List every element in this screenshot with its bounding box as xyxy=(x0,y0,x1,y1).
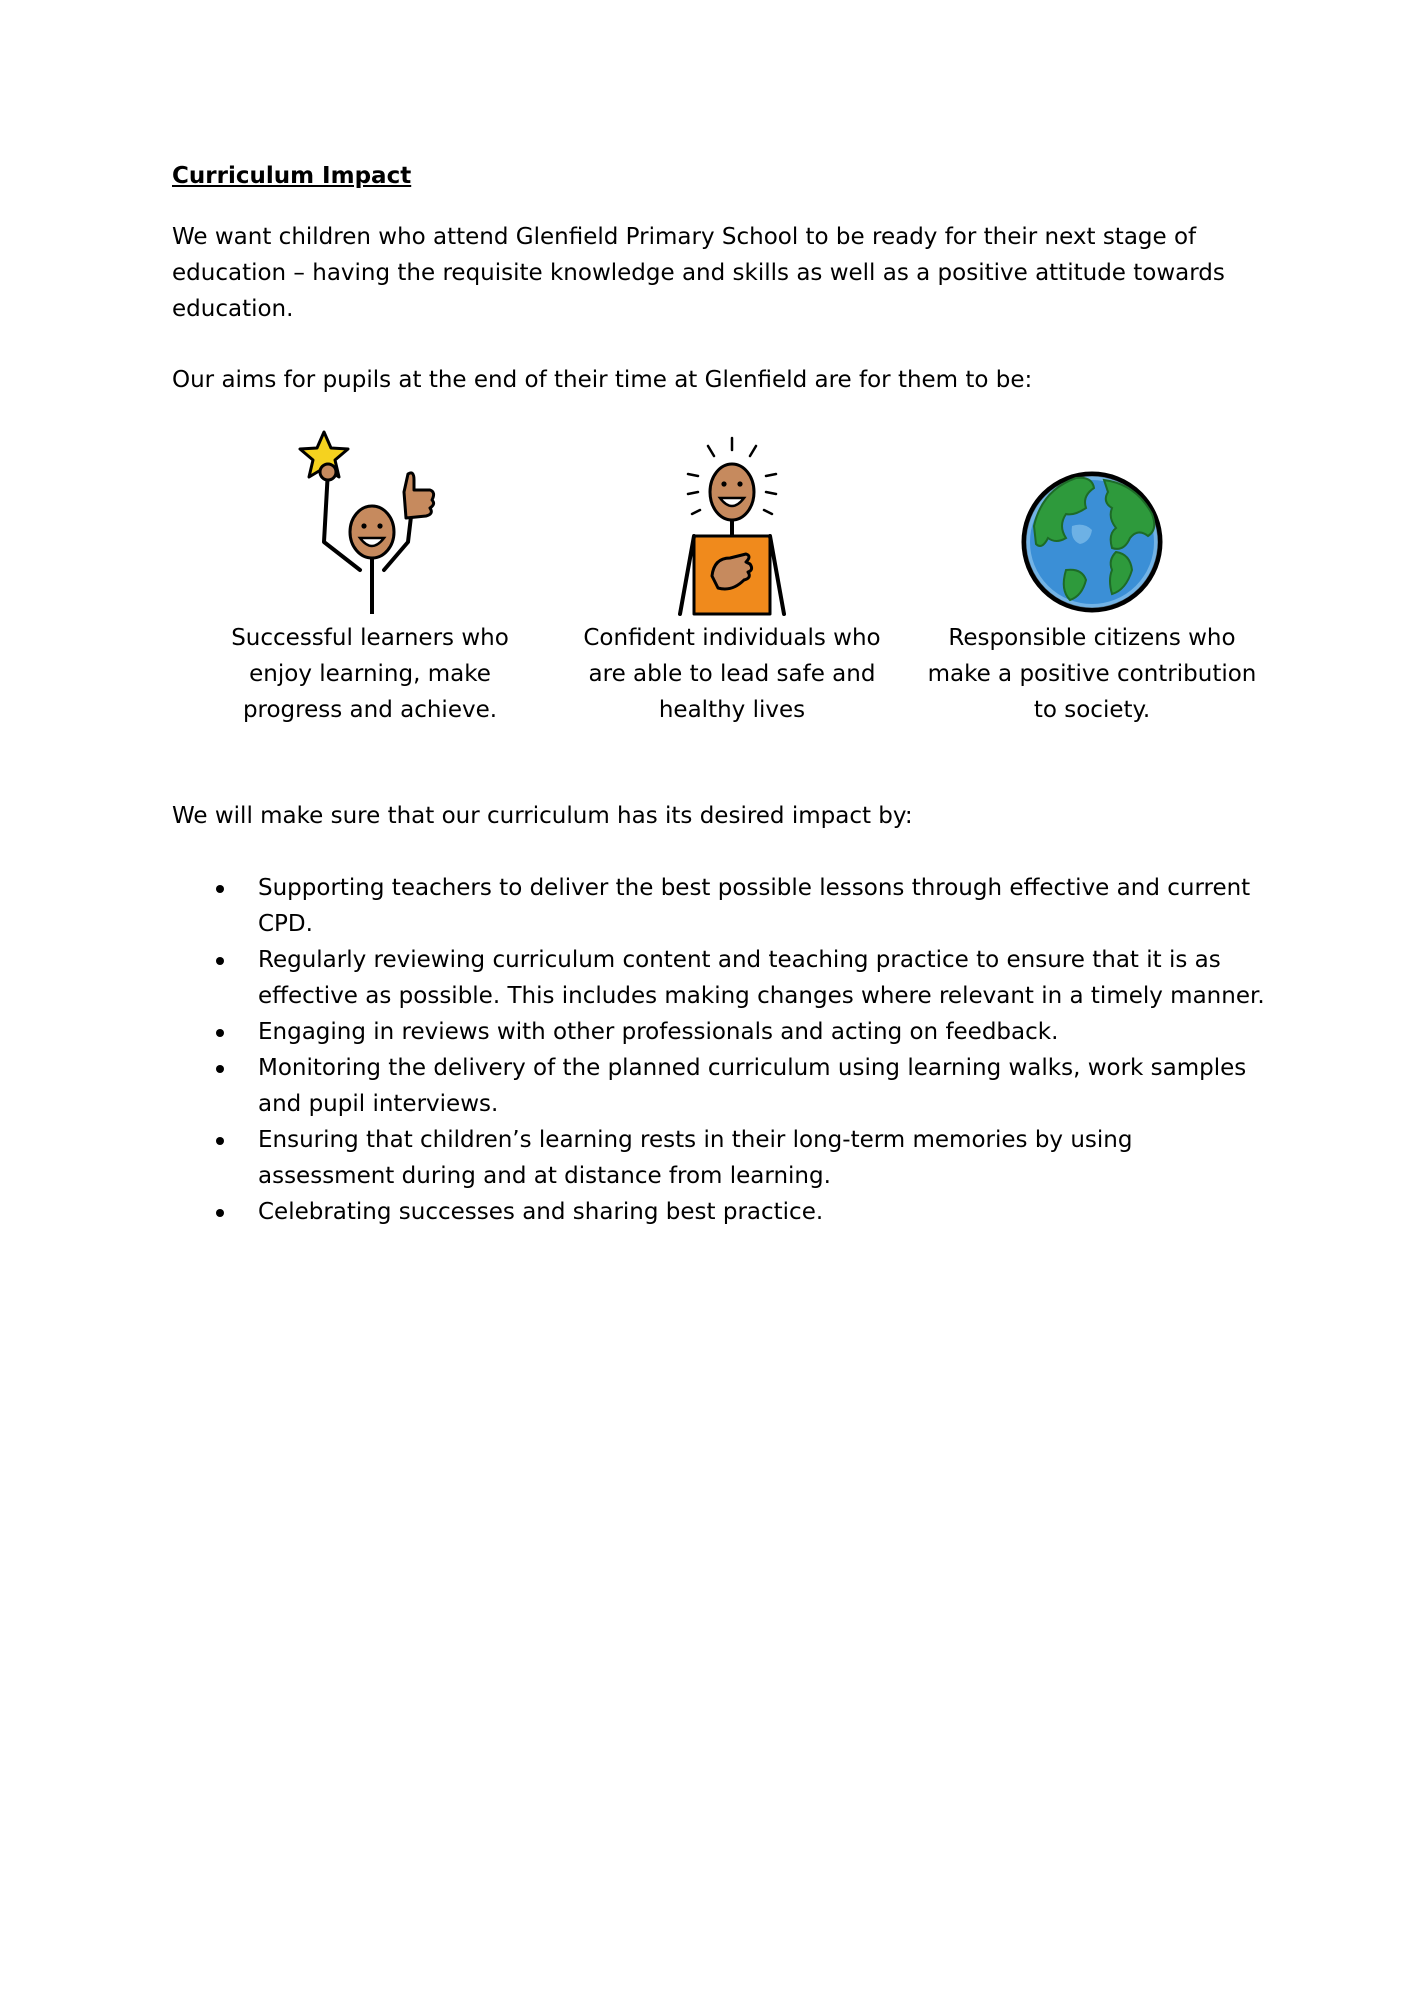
list-item-text: Regularly reviewing curriculum content and teaching practice to ensure that it is as effective as possible. This includes making changes where relevant in a timely manner. xyxy=(258,947,1265,1009)
list-item-text: Ensuring that children’s learning rests in their long-term memories by using assessment during and at distance from learning. xyxy=(258,1127,1133,1189)
list-item-text: Monitoring the delivery of the planned curriculum using learning walks, work samples and pupil interviews. xyxy=(258,1055,1247,1117)
aims-intro-paragraph: Our aims for pupils at the end of their time at Glenfield are for them to be: xyxy=(172,367,1033,393)
list-item xyxy=(172,1194,1272,1230)
bullet-icon xyxy=(216,1209,224,1217)
list-item-text: Supporting teachers to deliver the best possible lessons through effective and current CPD. xyxy=(258,875,1251,937)
successful-learner-icon xyxy=(290,430,450,616)
confident-individual-icon xyxy=(652,430,812,616)
page-title: Curriculum Impact xyxy=(172,163,412,189)
impact-bullet-list xyxy=(172,870,1272,1230)
list-item xyxy=(172,1122,1272,1194)
impact-intro-paragraph: We will make sure that our curriculum has its desired impact by: xyxy=(172,803,913,829)
list-item xyxy=(172,870,1272,942)
list-item xyxy=(172,1014,1272,1050)
bullet-icon xyxy=(216,1137,224,1145)
bullet-icon xyxy=(216,957,224,965)
list-item xyxy=(172,942,1272,1014)
list-item xyxy=(172,1050,1272,1122)
aim-caption: Successful learners who enjoy learning, make progress and achieve. xyxy=(231,625,509,723)
list-item-text: Engaging in reviews with other professionals and acting on feedback. xyxy=(258,1019,1059,1045)
aims-row xyxy=(200,430,1257,730)
aim-confident-individuals xyxy=(562,430,902,728)
aim-caption: Responsible citizens who make a positive contribution to society. xyxy=(927,625,1257,723)
aim-responsible-citizens xyxy=(922,430,1262,728)
aim-successful-learners xyxy=(200,430,540,728)
bullet-icon xyxy=(216,1029,224,1037)
bullet-icon xyxy=(216,1065,224,1073)
intro-paragraph: We want children who attend Glenfield Primary School to be ready for their next stage of education – having the requisite knowledge and skills as well as a positive attitude towards education. xyxy=(172,224,1225,322)
aim-caption: Confident individuals who are able to lead safe and healthy lives xyxy=(583,625,881,723)
globe-icon xyxy=(1012,430,1172,616)
bullet-icon xyxy=(216,885,224,893)
list-item-text: Celebrating successes and sharing best practice. xyxy=(258,1199,824,1225)
